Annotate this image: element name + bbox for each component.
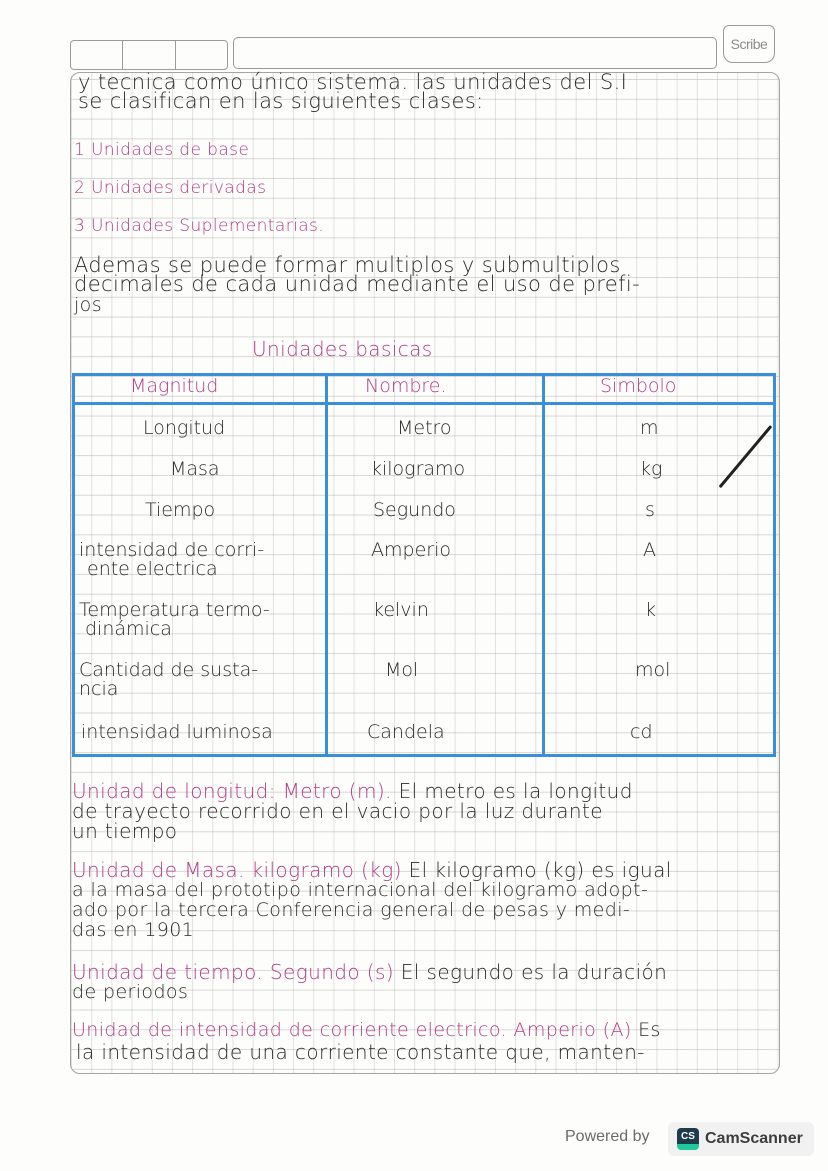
row-7-magnitud: intensidad luminosa xyxy=(81,721,273,743)
row-5-simbolo: k xyxy=(645,599,657,621)
row-6-magnitud-line-2: ncia xyxy=(79,678,119,700)
class-item-2: 2 Unidades derivadas xyxy=(74,178,267,198)
row-5-magnitud-line-1: Temperatura termo- xyxy=(79,599,270,621)
header-magnitud: Magnitud xyxy=(130,375,219,397)
definition-1-line-3: un tiempo xyxy=(72,819,178,843)
title-box xyxy=(233,37,717,69)
definition-1-line-2: de trayecto recorrido en el vacio por la luz durante xyxy=(72,799,603,823)
row-6-nombre: Mol xyxy=(385,659,419,681)
definition-2-heading: Unidad de Masa. kilogramo (kg) xyxy=(72,858,402,882)
row-4-nombre: Amperio xyxy=(371,539,451,561)
intro-line-2: se clasifican en las siguientes clases: xyxy=(78,89,484,113)
notebook-brand-logo: Scribe xyxy=(723,25,775,63)
table-column-divider-2 xyxy=(542,376,545,754)
row-7-simbolo: cd xyxy=(630,721,653,743)
row-5-nombre: kelvin xyxy=(373,599,429,621)
definition-2-text-1: El kilogramo (kg) es igual xyxy=(408,858,672,882)
camscanner-name: CamScanner xyxy=(705,1130,803,1147)
definition-3-line-2: de periodos xyxy=(72,981,189,1003)
definition-3-line-1 xyxy=(72,960,668,984)
definition-2-line-1 xyxy=(72,858,672,882)
row-6-simbolo: mol xyxy=(635,659,671,681)
definition-4-heading: Unidad de intensidad de corriente electrico. Amperio (A) xyxy=(72,1019,632,1041)
date-boxes xyxy=(70,40,228,70)
table-title: Unidades basicas xyxy=(252,337,433,361)
table-header-rule xyxy=(75,402,773,405)
row-3-simbolo: s xyxy=(645,499,655,521)
definition-2-line-2: a la masa del prototipo internacional del kilogramo adopt- xyxy=(72,879,649,901)
row-3-nombre: Segundo xyxy=(373,499,456,521)
row-7-nombre: Candela xyxy=(367,721,445,743)
definition-1-text-1: El metro es la longitud xyxy=(398,779,633,803)
header-simbolo: Simbolo xyxy=(600,375,677,397)
row-1-magnitud: Longitud xyxy=(143,417,226,439)
definition-1-heading: Unidad de longitud: Metro (m). xyxy=(72,779,392,803)
definition-3-text-1: El segundo es la duración xyxy=(400,960,668,984)
row-5-magnitud-line-2: dinámica xyxy=(85,618,172,640)
definition-3-heading: Unidad de tiempo. Segundo (s) xyxy=(72,960,394,984)
definition-1-line-1 xyxy=(72,779,633,803)
row-2-nombre: kilogramo xyxy=(371,458,466,480)
date-box-month xyxy=(123,41,175,69)
prefix-note-line-2: decimales de cada unidad mediante el uso de prefi- xyxy=(74,272,641,296)
row-1-nombre: Metro xyxy=(397,417,452,439)
definition-4-line-1 xyxy=(72,1019,661,1041)
class-item-1: 1 Unidades de base xyxy=(74,140,250,160)
class-item-3: 3 Unidades Suplementarias. xyxy=(74,216,325,236)
row-3-magnitud: Tiempo xyxy=(145,499,216,521)
row-2-simbolo: kg xyxy=(640,458,663,480)
camscanner-logo-icon: CS xyxy=(677,1128,699,1150)
row-4-simbolo: A xyxy=(643,539,656,561)
definition-2-line-3: ado por la tercera Conferencia general de pesas y medi- xyxy=(72,899,631,921)
row-6-magnitud-line-1: Cantidad de susta- xyxy=(79,659,259,681)
base-units-table xyxy=(72,373,776,757)
header-nombre: Nombre. xyxy=(365,375,447,397)
definition-4-text-1: Es xyxy=(638,1019,661,1041)
prefix-note-line-3: jos xyxy=(74,294,103,316)
row-1-simbolo: m xyxy=(640,417,659,439)
powered-by-label: Powered by xyxy=(565,1128,650,1145)
camscanner-badge[interactable] xyxy=(668,1122,814,1156)
table-column-divider-1 xyxy=(325,376,328,754)
row-4-magnitud-line-1: intensidad de corri- xyxy=(79,539,265,561)
prefix-note-line-1: Ademas se puede formar multiplos y submultiplos xyxy=(74,253,621,277)
date-box-day xyxy=(71,41,123,69)
date-box-year xyxy=(176,41,227,69)
row-4-magnitud-line-2: ente electrica xyxy=(87,558,218,580)
row-2-magnitud: Masa xyxy=(170,458,220,480)
intro-line-1: y tecnica como único sistema. las unidades del S.I xyxy=(78,70,628,94)
definition-2-line-4: das en 1901 xyxy=(72,919,195,941)
definition-4-line-2: la intensidad de una corriente constante que, manten- xyxy=(76,1040,645,1064)
